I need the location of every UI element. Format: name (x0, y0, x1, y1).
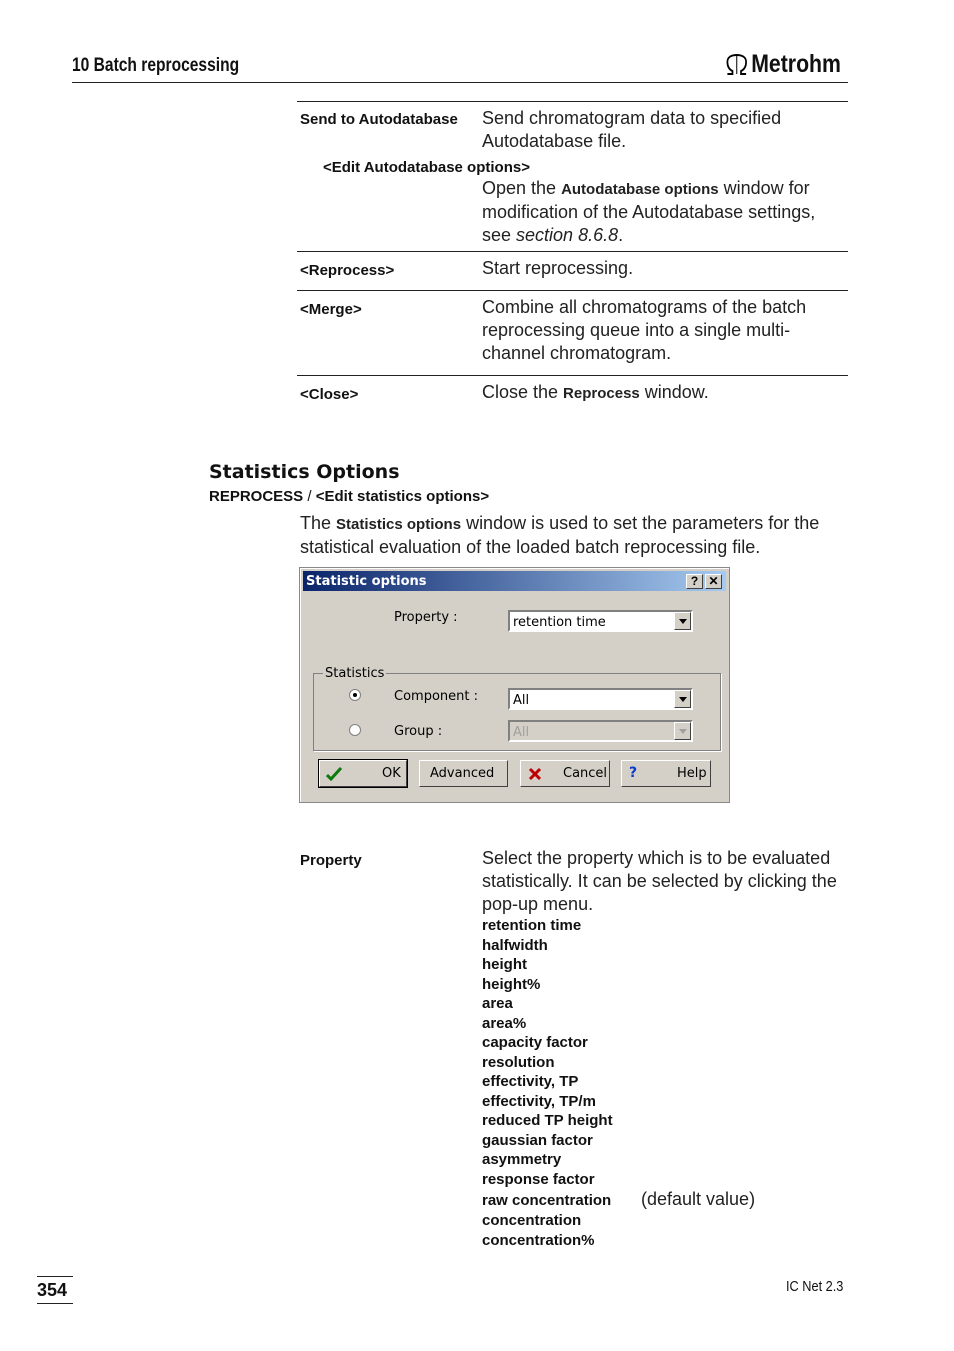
advanced-label: Advanced (430, 766, 495, 781)
property-option: asymmetry (482, 1151, 562, 1168)
component-value: All (513, 693, 530, 708)
table-rule (297, 375, 848, 376)
property-option: gaussian factor (482, 1131, 593, 1149)
property-label: Property : (394, 610, 458, 625)
property-option: area (482, 995, 513, 1012)
component-select[interactable] (508, 688, 693, 710)
omega-icon (724, 53, 750, 77)
help-button[interactable] (621, 760, 711, 787)
property-option: reduced TP height (482, 1112, 613, 1129)
dialog-title: Statistic options (306, 574, 427, 589)
logo-text: Metrohm (751, 50, 841, 78)
metrohm-logo (724, 50, 841, 79)
ok-label: OK (382, 766, 401, 781)
section-title: Statistics Options (209, 461, 400, 483)
property-option: raw concentration (482, 1192, 612, 1209)
property-option: response factor (482, 1170, 595, 1188)
property-option: concentration (482, 1212, 582, 1229)
property-option: effectivity, TP (482, 1073, 579, 1090)
term-edit-autodatabase-options: <Edit Autodatabase options> (323, 159, 530, 176)
term-merge: <Merge> (300, 301, 362, 318)
term-reprocess: <Reprocess> (300, 262, 395, 279)
chevron-down-icon (674, 722, 691, 740)
checkmark-icon (326, 767, 342, 781)
cancel-x-icon (528, 767, 542, 781)
property-option: capacity factor (482, 1034, 588, 1051)
statistic-options-dialog (299, 567, 730, 803)
term-close: <Close> (300, 386, 359, 403)
question-icon: ? (629, 765, 638, 781)
desc-reprocess: Start reprocessing. (482, 258, 634, 278)
chevron-down-icon[interactable] (674, 612, 691, 630)
help-title-button[interactable]: ? (686, 574, 703, 589)
table-rule (297, 251, 848, 252)
component-radio[interactable] (349, 689, 361, 701)
page-number: 354 (37, 1280, 68, 1300)
group-value: All (513, 725, 530, 740)
property-option: effectivity, TP/m (482, 1092, 596, 1110)
desc-merge: Combine all chromatograms of the batch reprocessing queue into a single multi-channel chromatogram. (482, 297, 807, 363)
default-value-note: (default value) (641, 1189, 756, 1209)
cancel-button[interactable] (520, 760, 610, 787)
chapter-title: 10 Batch reprocessing (72, 55, 240, 76)
help-label: Help (677, 766, 707, 781)
product-name: IC Net 2.3 (786, 1278, 844, 1295)
property-option: height (482, 956, 527, 973)
chevron-down-icon[interactable] (674, 690, 691, 708)
property-option: halfwidth (482, 936, 548, 954)
desc-edit-autodatabase-options: Open the Autodatabase options window for modification of the Autodatabase settings, see section 8.6.8. (482, 178, 816, 245)
property-option: concentration% (482, 1232, 595, 1249)
property-option: retention time (482, 917, 582, 934)
term-send-to-autodatabase: Send to Autodatabase (300, 111, 458, 128)
section-intro: The Statistics options window is used to set the parameters for the statistical evaluation of the loaded batch reprocessing file. (300, 513, 820, 557)
footer-rule (37, 1303, 73, 1304)
property-select[interactable] (508, 610, 693, 632)
table-rule (297, 290, 848, 291)
property-value: retention time (513, 615, 606, 630)
advanced-button[interactable] (419, 760, 508, 787)
group-label: Group : (394, 724, 443, 739)
group-radio[interactable] (349, 724, 361, 736)
statistics-group-title: Statistics (325, 666, 385, 681)
ok-button[interactable] (319, 760, 407, 787)
desc-send-to-autodatabase: Send chromatogram data to specified Autodatabase file. (482, 108, 782, 151)
footer-rule-top (37, 1276, 73, 1277)
close-title-button[interactable]: ✕ (705, 574, 722, 589)
table-rule (297, 101, 848, 102)
dialog-titlebar (303, 571, 726, 591)
desc-close: Close the Reprocess window. (482, 382, 709, 402)
desc-property: Select the property which is to be evaluated statistically. It can be selected by clicking the pop-up menu. (482, 848, 837, 914)
property-option: area% (482, 1014, 527, 1032)
header-rule (72, 82, 848, 83)
property-option: resolution (482, 1053, 555, 1071)
term-property: Property (300, 852, 362, 869)
menu-path: REPROCESS / <Edit statistics options> (209, 488, 490, 505)
cancel-label: Cancel (563, 766, 608, 781)
component-label: Component : (394, 689, 478, 704)
group-select (508, 720, 693, 742)
property-option: height% (482, 975, 541, 993)
